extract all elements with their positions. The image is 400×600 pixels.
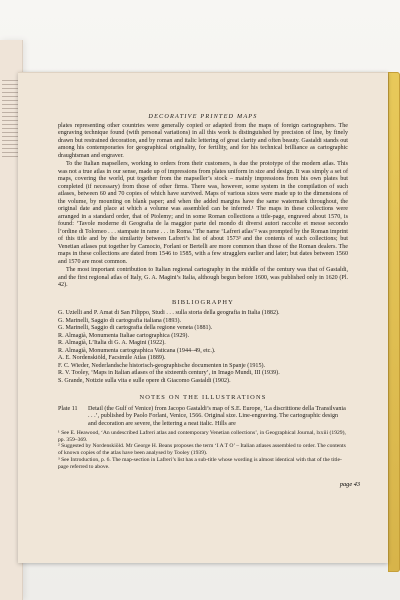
footnote: ² Suggested by Nordenskiöld. Mr George H. Beans proposes the term ‘I A T O’ – Italian atlases assembled to order. The contents of known copies of the atlas have been analysed by Tooley (1939). xyxy=(58,443,346,457)
bibliography-item: R. V. Tooley, ‘Maps in Italian atlases of the sixteenth century’, in Imago Mundi, III (1939). xyxy=(58,370,280,376)
footnote: ¹ See E. Heawood, ‘An undescribed Lafreri atlas and contemporary Venetian collections’, in Geographical Journal, lxxiii (1929), pp. 359–369. xyxy=(58,430,346,443)
page-number: page 43 xyxy=(339,481,360,488)
footnotes xyxy=(58,430,348,470)
plate-label: Plate 11 xyxy=(58,405,78,412)
book xyxy=(0,72,400,600)
bibliography-item: R. Almagià, Monumenta Italiae cartographica (1929). xyxy=(58,332,189,339)
bibliography-item: G. Marinelli, Saggio di cartografia italiana (1893). xyxy=(58,317,182,324)
paragraph-2: To the Italian mapsellers, working to orders from their customers, is due the prototype of the modern atlas. This was not a true atlas in our sense, made up of impressions from plates uniform in size and design. It was simply a set of maps, covering the world, put together from the mapseller’s stock – mainly impressions from his own plates but completed (if necessary) from those of other firms. There was, however, some system in the compilation of such atlases, between 60 and 70 copies of which have survived. Maps of various sizes were made up to the dimensions of the volume, by mounting on blank paper; and when the added margins have the same watermark throughout, the original date and place at which a volume was assembled can be inferred.¹ The maps in these collections were arranged in a standard order, that of Ptolemy; and in some Roman collections a title-page, engraved about 1570, is found: ‘Tavole moderne di Geografia de la maggior parte del mondo di diversi autori raccolte et messe secondo l’ordine di Tolomeo . . . stampate in rame . . . in Roma.’ The name ‘Lafreri atlas’² was prompted by the Roman imprint of this title and by the similarity between Lafreri’s list of about 1573³ and the contents of such collections; but Venetian atlases put together by Camocio, Forlani or Bertelli are more common than those of the Roman dealers. The maps in these collections are dated from 1546 to 1585, with a few stragglers earlier and later; but dates between 1560 and 1570 are most common. xyxy=(58,161,348,265)
paragraph-1: plates representing other countries were generally copied or adapted from the maps of foreign cartographers. The engraving technique found (with personal variations) in all this work is distinguished by precision of line, by finely drawn but restrained decoration, and by roman and italic lettering of great clarity and often beauty. Gastaldi stands out among his contemporaries for geographical originality, for fertility, and for his technical brilliance as cartographic draughtsman and engraver. xyxy=(58,122,348,159)
bibliography-item: A. E. Nordenskiöld, Facsimile Atlas (1889). xyxy=(58,355,166,361)
bibliography-title: BIBLIOGRAPHY xyxy=(172,298,234,306)
book-edge xyxy=(388,72,400,572)
bibliography-list xyxy=(58,310,348,385)
book-page xyxy=(18,72,388,563)
paragraph-3: The most important contribution to Italian regional cartography in the middle of the century was that of Gastaldi, and the first regional atlas of Italy, G. A. Magini’s Italia, although begun before 1600, was published only in 1620 (Pl. 42). xyxy=(58,267,348,288)
bibliography-item: F. C. Wieder, Nederlandsche historisch-geographische documenten in Spanje (1915). xyxy=(58,362,266,369)
page-content xyxy=(58,113,348,470)
bibliography-item: R. Almagià, Monumenta cartographica Vaticana (1944–49, etc.). xyxy=(58,347,216,354)
notes-title: NOTES ON THE ILLUSTRATIONS xyxy=(139,394,267,401)
bibliography-item: G. Uzielli and P. Amat di San Filippo, Studi . . . sulla storia della geografia in Italia (1882). xyxy=(58,310,280,316)
bibliography-item: S. Grande, Notizie sulla vita e sulle opere di Giacomo Gastaldi (1902). xyxy=(58,377,231,384)
running-header: DECORATIVE PRINTED MAPS xyxy=(148,113,258,120)
plate-note xyxy=(58,406,348,429)
plate-text: Detail (the Gulf of Venice) from Jacopo Gastaldi’s map of S.E. Europe, ‘La discrittione della Transilvania . . .’, published by Paolo Forlani, Venice, 1566. Original size. Line-engraving. The cartographic design and decoration are severe, the lettering a neat italic. Hills are xyxy=(88,405,346,427)
bibliography-item: G. Marinelli, Saggio di cartografia della regione veneta (1881). xyxy=(58,325,213,331)
footnote: ³ See Introduction, p. 6. The map-section in Lafreri’s list has a sub-title whose wording is almost identical with that of the title-page referred to above. xyxy=(58,456,342,470)
bibliography-item: R. Almagià, L’Italia di G. A. Magini (1922). xyxy=(58,340,166,346)
